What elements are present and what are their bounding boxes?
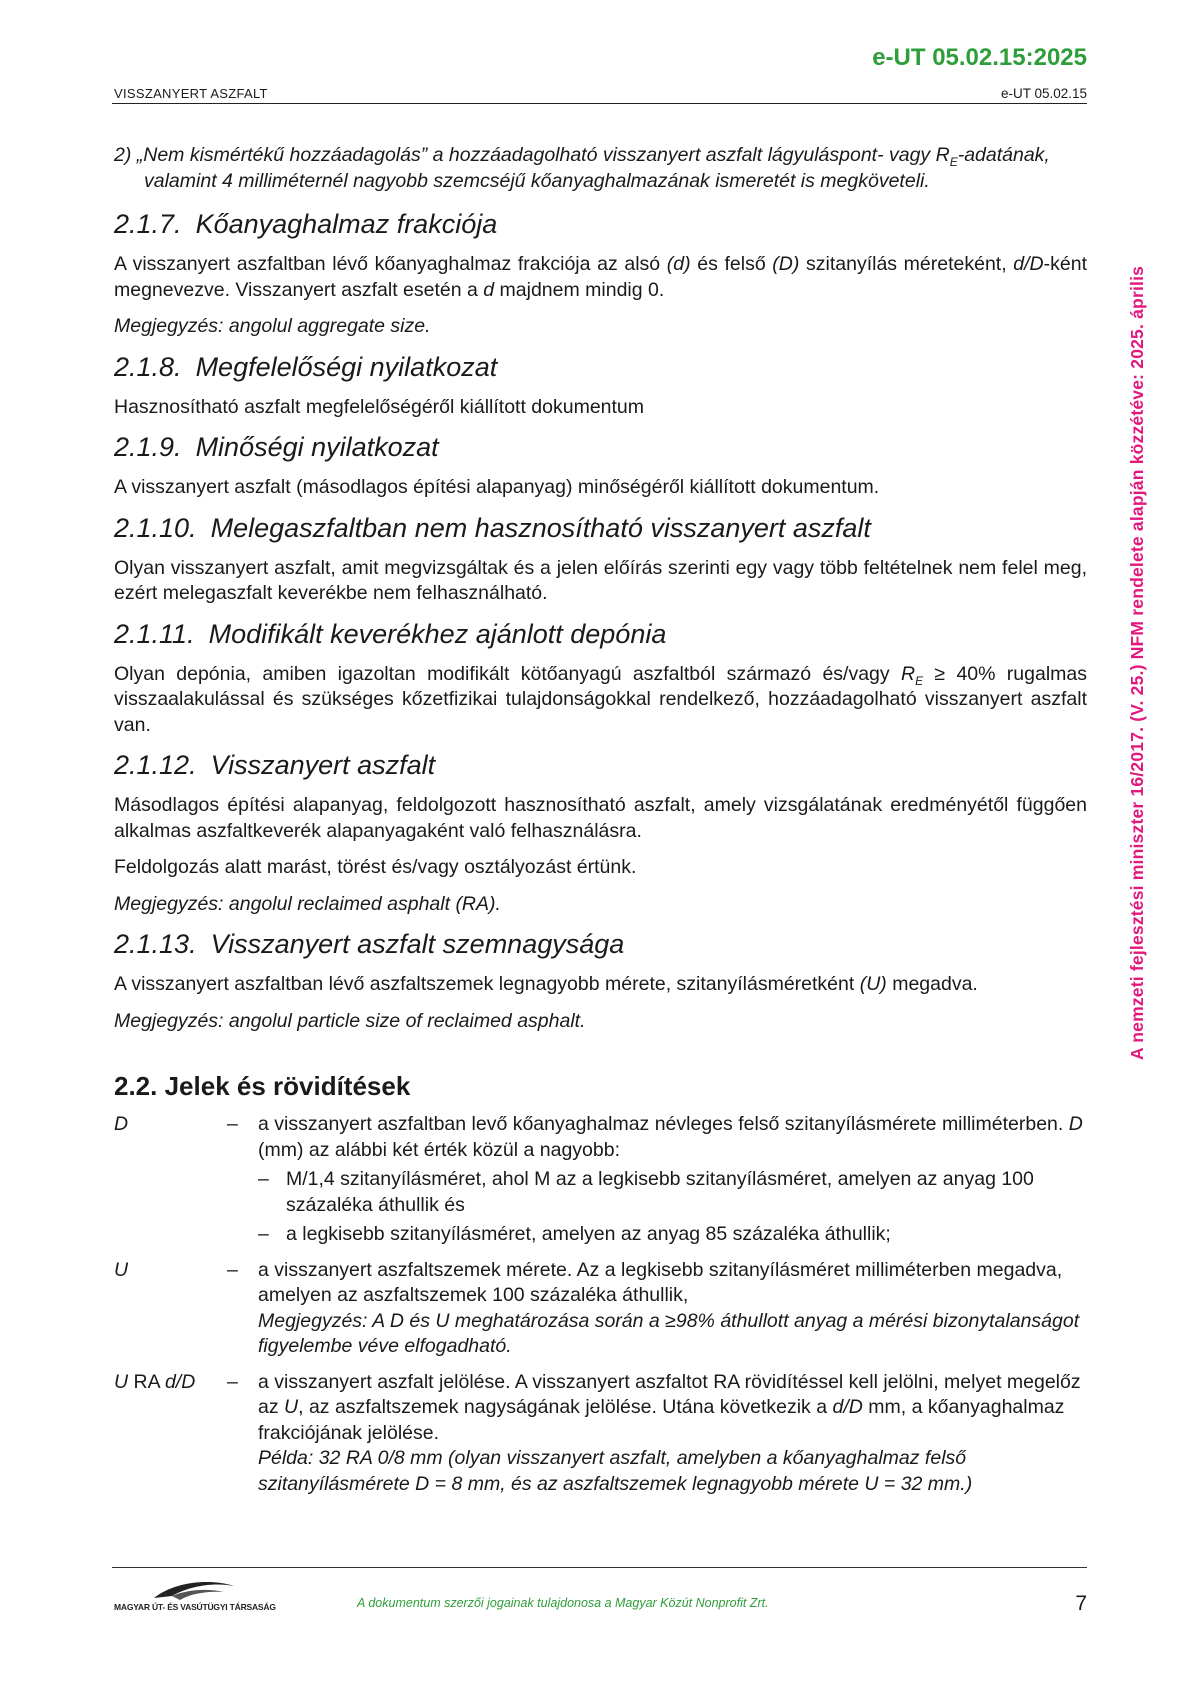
section-title: Minőségi nyilatkozat bbox=[195, 432, 439, 462]
section-heading-2-1-7 bbox=[114, 208, 1087, 240]
italic-run: d bbox=[483, 278, 495, 301]
section-note: Megjegyzés: angolul particle size of reclaimed asphalt. bbox=[114, 1009, 586, 1032]
symbol-dash: – bbox=[227, 1258, 238, 1281]
list-item-number: 2) bbox=[114, 144, 132, 166]
running-header-code: e-UT 05.02.15 bbox=[1000, 86, 1087, 101]
italic-run: U bbox=[114, 1370, 129, 1393]
sub-item-text: M/1,4 szitanyílásméret, ahol M az a legkisebb szitanyílásméret, amelyen az anyag 100 százaléka áthullik és bbox=[286, 1168, 1034, 1216]
italic-run: (d) bbox=[666, 253, 691, 275]
footer-rule bbox=[112, 1567, 1087, 1568]
text-run: a visszanyert aszfaltban levő kőanyaghalmaz névleges felső szitanyílásmérete milliméterben. bbox=[258, 1113, 1069, 1135]
section-heading-2-2: 2.2. Jelek és rövidítések bbox=[114, 1071, 411, 1101]
logo-text: MAGYAR ÚT- ÉS VASÚTÜGYI TÁRSASÁG bbox=[114, 1602, 276, 1612]
section-heading-2-1-12 bbox=[114, 749, 1087, 781]
sub-item bbox=[258, 1222, 1087, 1248]
italic-run: (D) bbox=[772, 253, 800, 275]
subscript-e: E bbox=[949, 154, 958, 169]
italic-run: R bbox=[900, 662, 916, 685]
section-paragraph bbox=[114, 662, 1087, 739]
section-title: Megfelelőségi nyilatkozat bbox=[195, 351, 498, 382]
section-note: Megjegyzés: angolul reclaimed asphalt (RA). bbox=[114, 892, 501, 915]
header-rule bbox=[112, 103, 1087, 104]
list-item-2 bbox=[114, 143, 1087, 194]
document-stamp: e-UT 05.02.15:2025 bbox=[872, 44, 1087, 71]
section-paragraph bbox=[114, 972, 1087, 998]
section-number: 2.1.9. bbox=[114, 432, 182, 462]
text-run: és felső bbox=[690, 253, 773, 275]
list-item-text-b: -adatának, valamint 4 milliméternél nagyobb szemcséjű kőanyaghalmazának ismeretét is megköveteli. bbox=[144, 144, 1050, 192]
symbol-row-ura bbox=[114, 1370, 1087, 1498]
page-content bbox=[114, 143, 1087, 1507]
sub-item-dash: – bbox=[258, 1223, 269, 1245]
symbol-row-u bbox=[114, 1258, 1087, 1360]
section-number: 2.1.10. bbox=[114, 512, 197, 543]
section-number: 2.1.7. bbox=[114, 209, 182, 239]
section-note: Megjegyzés: angolul aggregate size. bbox=[114, 315, 431, 337]
section-title: Kőanyaghalmaz frakciója bbox=[195, 209, 498, 239]
symbol-definition bbox=[258, 1258, 1087, 1360]
text-run: A visszanyert aszfaltban lévő aszfaltszemek legnagyobb mérete, szitanyílásméretként bbox=[114, 973, 860, 995]
definition-note: Megjegyzés: A D és U meghatározása során a ≥98% áthullott anyag a mérési bizonytalanságot figyelembe véve elfogadható. bbox=[258, 1309, 1080, 1357]
symbol-key: D bbox=[114, 1113, 129, 1135]
list-item-text-a: „Nem kismértékű hozzáadagolás” a hozzáadagolható visszanyert aszfalt lágyuláspont- vagy R bbox=[136, 144, 950, 166]
page-number: 7 bbox=[1075, 1592, 1087, 1615]
text-run: mm, a kőanyaghalmaz frakciójának jelölése. bbox=[258, 1396, 1065, 1444]
italic-run: d/D bbox=[832, 1396, 863, 1418]
section-heading-2-1-9 bbox=[114, 431, 1087, 463]
section-title: Melegaszfaltban nem hasznosítható visszanyert aszfalt bbox=[210, 512, 871, 543]
text-run: Olyan depónia, amiben igazoltan modifikált kötőanyagú aszfaltból származó és/vagy bbox=[114, 662, 901, 685]
italic-run: d/D bbox=[1013, 253, 1044, 275]
italic-run: U bbox=[284, 1396, 299, 1418]
symbol-definition bbox=[258, 1370, 1087, 1498]
text-run: RA bbox=[128, 1370, 165, 1393]
symbol-row-d bbox=[114, 1112, 1087, 1248]
copyright-note: A dokumentum szerzői jogainak tulajdonosa a Magyar Közút Nonprofit Zrt. bbox=[357, 1596, 769, 1610]
definition-text: a visszanyert aszfaltszemek mérete. Az a legkisebb szitanyílásméret milliméterben megadva, amelyen az aszfaltszemek 100 százaléka áthullik, bbox=[258, 1258, 1063, 1306]
sideband-text: A nemzeti fejlesztési miniszter 16/2017. (V. 25.) NFM rendelete alapján közzétéve: 2025. április bbox=[1127, 265, 1147, 1060]
section-number: 2.1.12. bbox=[114, 750, 197, 780]
text-run: majdnem mindig 0. bbox=[494, 278, 665, 301]
section-paragraph bbox=[114, 252, 1087, 303]
section-title: Visszanyert aszfalt bbox=[210, 750, 436, 780]
section-heading-2-1-13 bbox=[114, 928, 1087, 960]
symbol-dash: – bbox=[227, 1370, 238, 1393]
text-run: (mm) az alábbi két érték közül a nagyobb: bbox=[258, 1138, 621, 1161]
section-heading-2-1-10 bbox=[114, 512, 1087, 544]
section-paragraph: A visszanyert aszfalt (másodlagos építési alapanyag) minőségéről kiállított dokumentum. bbox=[114, 476, 880, 498]
section-paragraph: Másodlagos építési alapanyag, feldolgozott hasznosítható aszfalt, amely vizsgálatának eredményétől függően alkalmas aszfaltkeverék alapanyagaként való felhasználásra. bbox=[114, 794, 1087, 842]
section-heading-2-1-11 bbox=[114, 618, 1087, 650]
text-run: -ként megnevezve. Visszanyert aszfalt esetén a bbox=[114, 253, 1087, 301]
italic-run: d/D bbox=[164, 1370, 196, 1393]
sub-item-text: a legkisebb szitanyílásméret, amelyen az anyag 85 százaléka áthullik; bbox=[286, 1223, 891, 1245]
subscript-e: E bbox=[915, 673, 924, 688]
running-header-title: VISSZANYERT ASZFALT bbox=[114, 86, 268, 101]
section-number: 2.1.13. bbox=[114, 929, 197, 959]
section-number: 2.1.8. bbox=[114, 351, 182, 382]
text-run: ≥ 40% rugalmas visszaalakulással és szükséges kőzetfizikai tulajdonságokkal rendelkező, hozzáadagolható visszanyert aszfalt van. bbox=[114, 662, 1087, 736]
sub-item-dash: – bbox=[258, 1168, 269, 1190]
section-paragraph: Feldolgozás alatt marást, törést és/vagy osztályozást értünk. bbox=[114, 856, 637, 878]
symbol-definition bbox=[258, 1112, 1087, 1248]
symbol-key bbox=[114, 1370, 227, 1498]
text-run: szitanyílás méreteként, bbox=[799, 253, 1014, 275]
text-run: a visszanyert aszfalt jelölése. A visszanyert aszfaltot RA rövidítéssel kell jelölni, melyet megelőz az bbox=[258, 1370, 1081, 1418]
bird-wing-logo-icon bbox=[114, 1576, 276, 1622]
text-run: A visszanyert aszfaltban lévő kőanyaghalmaz frakciója az alsó bbox=[114, 253, 667, 275]
section-paragraph: Olyan visszanyert aszfalt, amit megvizsgáltak és a jelen előírás szerinti egy vagy több feltételnek nem felel meg, ezért melegaszfalt keverékbe nem felhasználható. bbox=[114, 556, 1087, 604]
section-heading-2-1-8 bbox=[114, 351, 1087, 383]
symbol-dash: – bbox=[227, 1113, 238, 1135]
section-title: Modifikált keverékhez ajánlott depónia bbox=[208, 618, 667, 649]
text-run: megadva. bbox=[886, 973, 978, 995]
section-paragraph: Hasznosítható aszfalt megfelelőségéről kiállított dokumentum bbox=[114, 395, 645, 418]
sub-item bbox=[258, 1167, 1087, 1218]
symbol-key: U bbox=[114, 1258, 129, 1281]
section-number: 2.1.11. bbox=[114, 618, 195, 649]
definition-example: Példa: 32 RA 0/8 mm (olyan visszanyert aszfalt, amelyben a kőanyaghalmaz felső szitanyílásmérete D = 8 mm, és az aszfaltszemek legnagyobb mérete U = 32 mm.) bbox=[258, 1447, 973, 1495]
italic-run: D bbox=[1068, 1113, 1083, 1135]
italic-run: (U) bbox=[859, 973, 887, 995]
text-run: , az aszfaltszemek nagyságának jelölése. Utána következik a bbox=[298, 1396, 833, 1418]
section-title: Visszanyert aszfalt szemnagysága bbox=[210, 929, 625, 959]
